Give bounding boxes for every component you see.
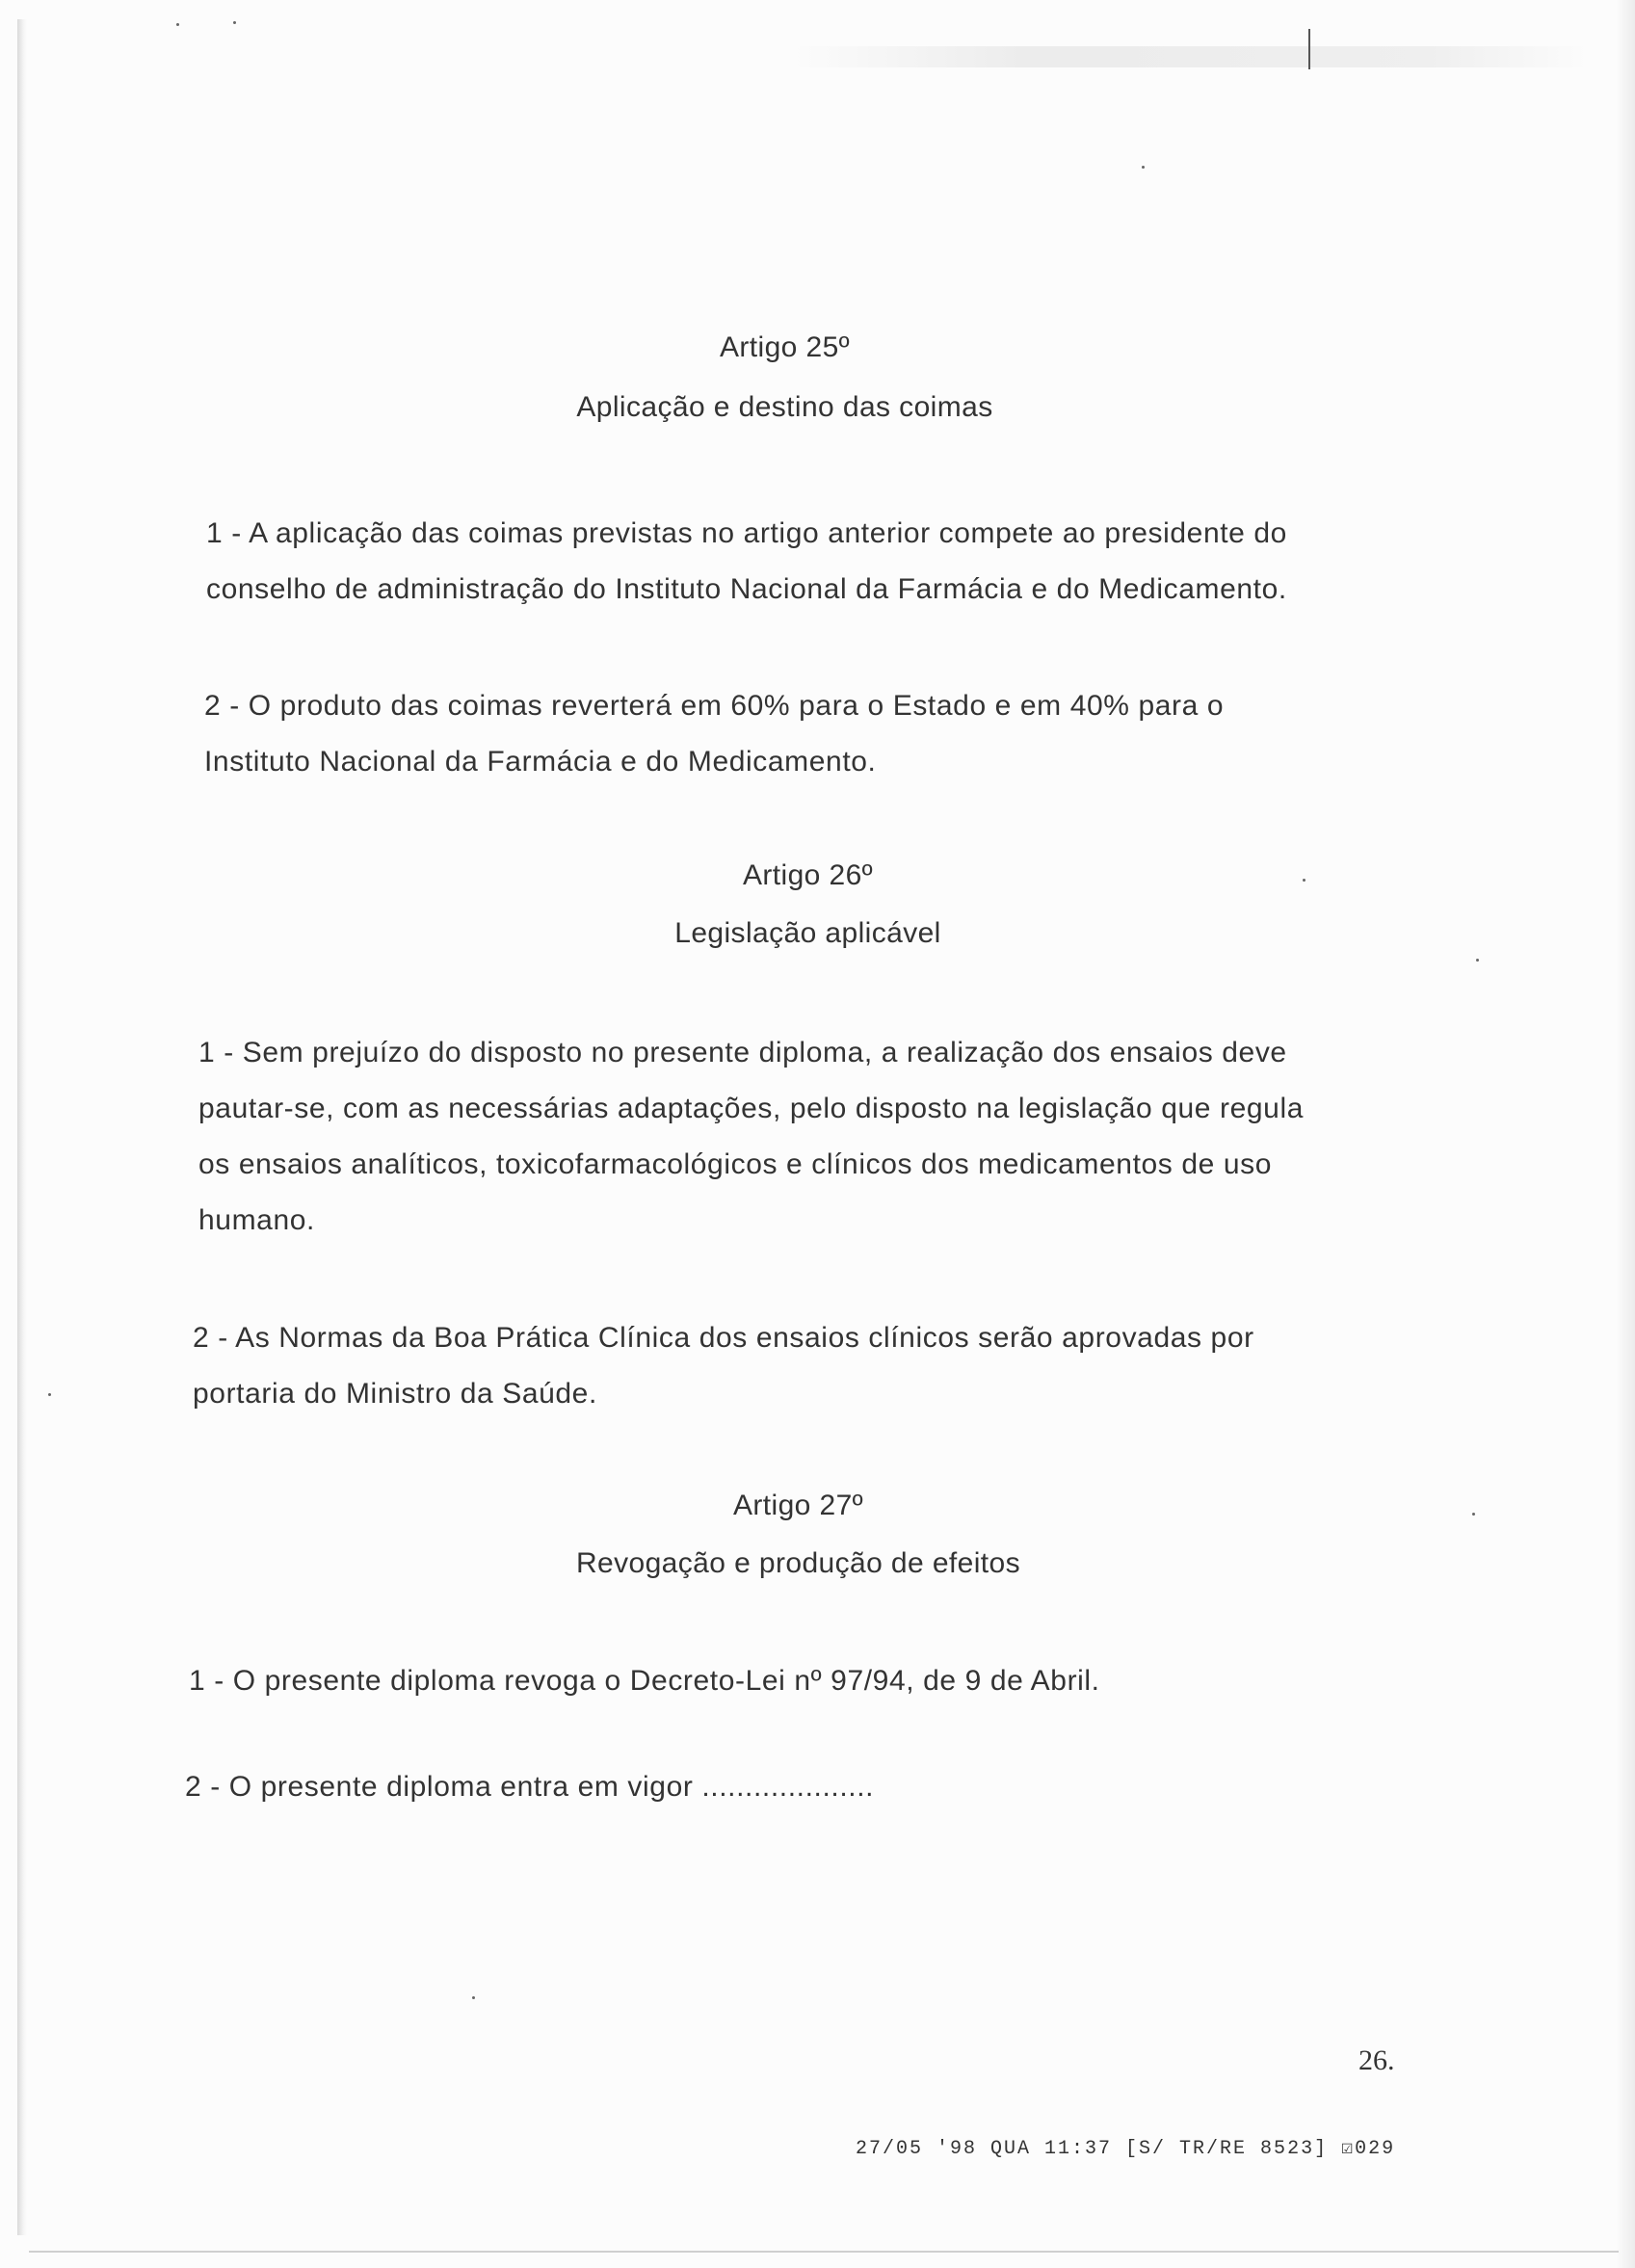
scan-right-edge	[1616, 0, 1635, 2268]
paragraph-line: 2 - O produto das coimas reverterá em 60% para o Estado e em 40% para o	[204, 690, 1225, 722]
paragraph-line: conselho de administração do Instituto Nacional da Farmácia e do Medicamento.	[206, 573, 1287, 605]
paragraph-line: 1 - A aplicação das coimas previstas no artigo anterior compete ao presidente do	[206, 517, 1287, 549]
paragraph-line: 2 - O presente diploma entra em vigor ....................	[185, 1771, 875, 1803]
scan-speck	[48, 1393, 51, 1396]
fax-transmission-footer: 27/05 '98 QUA 11:37 [S/ TR/RE 8523] ☑029	[856, 2138, 1396, 2160]
article-26-paragraph-1	[198, 1025, 1418, 1249]
paragraph-line: humano.	[198, 1204, 315, 1236]
article-27-title: Revogação e produção de efeitos	[575, 1547, 1021, 1579]
scan-top-mark	[1308, 29, 1310, 69]
paragraph-line: os ensaios analíticos, toxicofarmacológicos e clínicos dos medicamentos de uso	[198, 1148, 1273, 1180]
paragraph-line: 1 - O presente diploma revoga o Decreto-Lei nº 97/94, de 9 de Abril.	[189, 1665, 1100, 1697]
article-26-paragraph-2	[193, 1310, 1416, 1422]
article-25-number: Artigo 25º	[719, 331, 851, 363]
scan-speck	[233, 21, 236, 24]
article-25-paragraph-1	[206, 506, 1424, 618]
scan-speck	[1476, 959, 1479, 962]
paragraph-line: Instituto Nacional da Farmácia e do Medicamento.	[204, 746, 877, 778]
article-26-number: Artigo 26º	[742, 859, 874, 891]
scan-speck	[1142, 166, 1145, 169]
article-25-title: Aplicação e destino das coimas	[576, 391, 993, 423]
scan-top-smudge	[790, 46, 1590, 67]
article-27-number: Artigo 27º	[732, 1490, 864, 1521]
article-25-paragraph-2	[204, 678, 1424, 790]
article-27-paragraph-1	[189, 1653, 1345, 1709]
scan-speck	[176, 23, 179, 26]
article-27-paragraph-2	[185, 1759, 1341, 1815]
article-26-title: Legislação aplicável	[674, 917, 941, 949]
page-number: 26.	[1358, 2044, 1395, 2076]
paragraph-line: 2 - As Normas da Boa Prática Clínica dos ensaios clínicos serão aprovadas por	[193, 1322, 1254, 1354]
paragraph-line: portaria do Ministro da Saúde.	[193, 1378, 597, 1410]
scan-bottom-edge	[29, 2251, 1619, 2253]
paragraph-line: pautar-se, com as necessárias adaptações, pelo disposto na legislação que regula	[198, 1093, 1305, 1124]
paragraph-line: 1 - Sem prejuízo do disposto no presente diploma, a realização dos ensaios deve	[198, 1037, 1287, 1068]
scan-speck	[472, 1996, 475, 1999]
